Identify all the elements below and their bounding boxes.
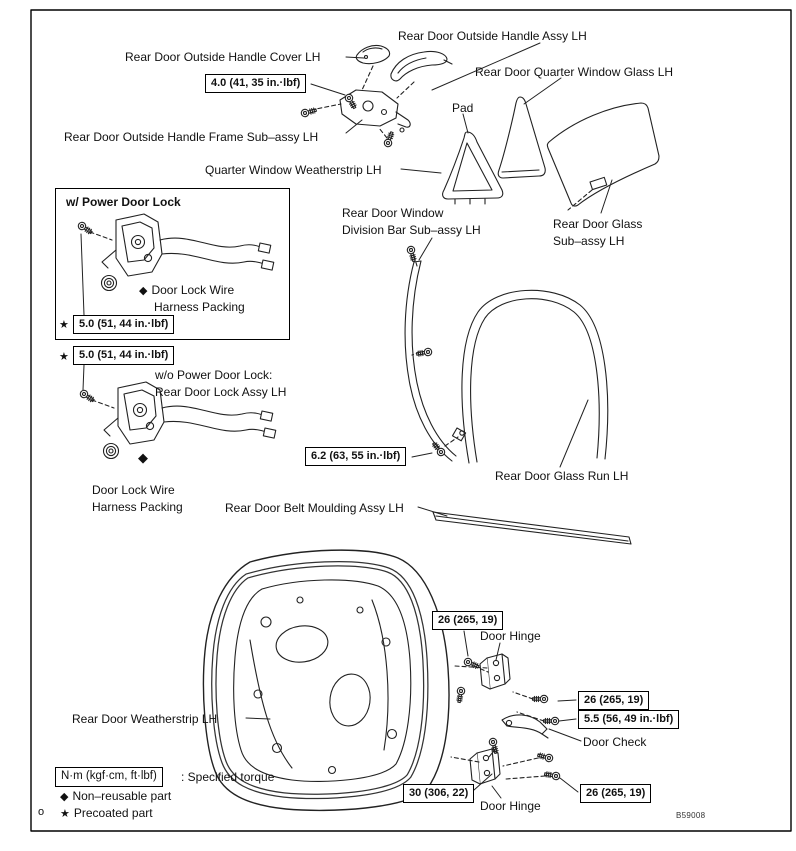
division-bar-part xyxy=(405,261,466,461)
legend-torque-unit-box: N·m (kgf·cm, ft·lbf) xyxy=(55,767,163,787)
callout-door-hinge-lower: Door Hinge xyxy=(480,799,541,813)
legend-precoated-text: Precoated part xyxy=(73,806,153,820)
grommet-icon xyxy=(104,444,119,459)
legend-non-reusable xyxy=(60,788,171,805)
door-hinge-upper-part xyxy=(480,654,510,689)
page-marker: o xyxy=(38,806,45,818)
star-icon: ★ xyxy=(59,351,69,363)
callout-wo-power-lock-line1: w/o Power Door Lock: xyxy=(155,368,273,382)
callout-door-check: Door Check xyxy=(583,735,647,749)
door-glass-part xyxy=(547,103,659,206)
callout-harness-packing-2 xyxy=(92,482,183,516)
callout-quarter-weatherstrip: Quarter Window Weatherstrip LH xyxy=(205,163,382,177)
callout-harness-packing-1-line1: Door Lock Wire xyxy=(151,283,235,297)
door-hinge-lower-part xyxy=(470,749,500,784)
legend-torque-desc: : Specified torque xyxy=(181,770,275,784)
callout-harness-packing-1-line2: Harness Packing xyxy=(154,300,245,315)
torque-box-hinge-2: 26 (265, 19) xyxy=(578,691,649,710)
outside-handle-cover-part xyxy=(356,45,389,63)
star-icon: ★ xyxy=(60,808,70,820)
callout-division-bar-line1: Rear Door Window xyxy=(342,206,444,220)
quarter-window-glass-part xyxy=(498,97,545,178)
outside-handle-assy-part xyxy=(391,51,452,80)
torque-box-lock-2: 5.0 (51, 44 in.·lbf) xyxy=(73,346,174,365)
callout-weatherstrip: Rear Door Weatherstrip LH xyxy=(72,712,218,726)
power-lock-box-title: w/ Power Door Lock xyxy=(66,195,181,209)
figure-code: B59008 xyxy=(676,811,706,820)
bolt-icon xyxy=(300,106,317,117)
torque-box-division-bar: 6.2 (63, 55 in.·lbf) xyxy=(305,447,406,466)
bolt-icon xyxy=(406,245,417,262)
bolt-icon xyxy=(463,657,480,670)
torque-box-handle: 4.0 (41, 35 in.·lbf) xyxy=(205,74,306,93)
callout-harness-packing-1 xyxy=(139,282,245,316)
callout-division-bar xyxy=(342,205,481,239)
star-icon: ★ xyxy=(59,319,69,331)
torque-box-hinge-1: 26 (265, 19) xyxy=(432,611,503,630)
bolt-icon xyxy=(537,751,554,762)
quarter-window-weatherstrip-part xyxy=(443,132,503,204)
callout-glass-subassy-line2: Sub–assy LH xyxy=(553,233,625,248)
callout-wo-power-lock xyxy=(155,367,286,401)
callout-glass-subassy-line1: Rear Door Glass xyxy=(553,217,643,231)
callout-handle-frame: Rear Door Outside Handle Frame Sub–assy LH xyxy=(64,130,319,144)
callout-division-bar-line2: Division Bar Sub–assy LH xyxy=(342,222,481,237)
diamond-icon: ◆ xyxy=(139,285,148,297)
belt-moulding-part xyxy=(433,512,631,544)
bolt-icon xyxy=(455,687,465,703)
callout-quarter-window-glass: Rear Door Quarter Window Glass LH xyxy=(475,65,674,79)
callout-harness-packing-2-line1: Door Lock Wire xyxy=(92,483,175,497)
bolt-icon xyxy=(79,389,96,404)
bolt-icon xyxy=(533,695,548,702)
door-check-part xyxy=(502,715,548,738)
glass-run-part xyxy=(462,290,608,463)
torque-box-hinge-3: 26 (265, 19) xyxy=(580,784,651,803)
diamond-icon: ◆ xyxy=(60,791,69,803)
callout-glass-subassy xyxy=(553,216,642,250)
bolt-icon xyxy=(383,131,395,148)
torque-box-lock-1: 5.0 (51, 44 in.·lbf) xyxy=(73,315,174,334)
callout-harness-packing-2-line2: Harness Packing xyxy=(92,499,183,514)
torque-box-check: 5.5 (56, 49 in.·lbf) xyxy=(578,710,679,729)
callout-handle-cover: Rear Door Outside Handle Cover LH xyxy=(125,50,321,64)
callout-belt-moulding: Rear Door Belt Moulding Assy LH xyxy=(225,501,404,515)
callout-door-hinge-upper: Door Hinge xyxy=(480,629,541,643)
callout-pad: Pad xyxy=(452,101,474,115)
legend-non-reusable-text: Non–reusable part xyxy=(72,789,172,803)
legend-precoated xyxy=(60,805,153,822)
callout-wo-power-lock-line2: Rear Door Lock Assy LH xyxy=(155,384,287,399)
diamond-icon: ◆ xyxy=(138,450,148,465)
callout-handle-assy: Rear Door Outside Handle Assy LH xyxy=(398,29,587,43)
callout-glass-run: Rear Door Glass Run LH xyxy=(495,469,629,483)
bolt-icon xyxy=(544,717,559,724)
torque-box-hinge-to-door: 30 (306, 22) xyxy=(403,784,474,803)
bolt-icon xyxy=(544,770,560,780)
